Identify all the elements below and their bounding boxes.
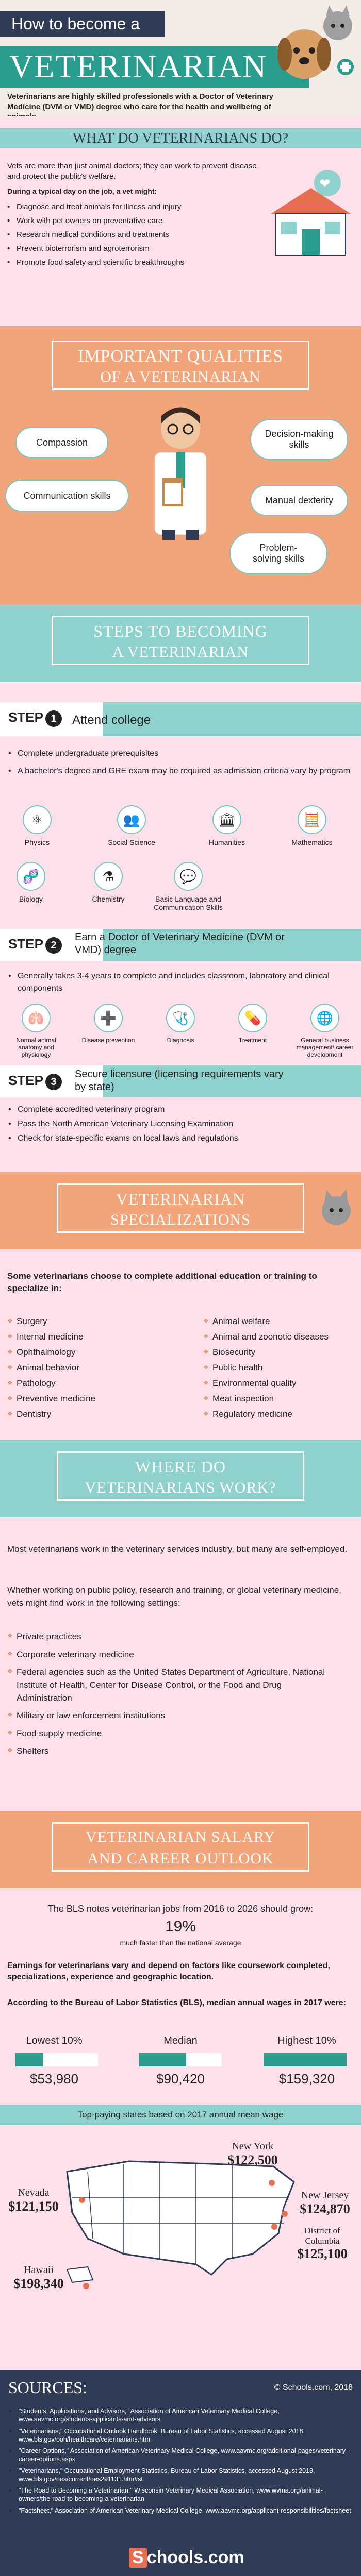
list-item: ❖ Federal agencies such as the United States Department of Agriculture, National Institute of Health, Center for Disease Control, or the Food and Drug Administration bbox=[5, 1666, 335, 1704]
list-item: ❖ Internal medicine bbox=[5, 1332, 180, 1342]
building-icon: 🏛 bbox=[212, 805, 241, 834]
top-paying-label: Top-paying states based on 2017 annual mean wage bbox=[77, 2110, 284, 2120]
what-typical: During a typical day on the job, a vet might: bbox=[7, 187, 157, 195]
list-item: • Prevent bioterrorism and agroterrorism bbox=[5, 244, 263, 253]
list-item: • Complete accredited veterinary program bbox=[6, 1105, 352, 1114]
list-item: • Work with pet owners on preventative care bbox=[5, 216, 263, 225]
what-section bbox=[0, 116, 361, 326]
dog-cat-illustration bbox=[268, 5, 356, 82]
step-3-list bbox=[6, 1100, 352, 1148]
atom-icon: ⚛ bbox=[23, 805, 52, 834]
list-item: • Promote food safety and scientific breakthroughs bbox=[5, 258, 263, 267]
list-item: ❖ Meat inspection bbox=[201, 1394, 356, 1404]
specializations-intro: Some veterinarians choose to complete additional education or training to specialize in: bbox=[7, 1271, 317, 1293]
sources-section bbox=[0, 2370, 361, 2576]
step-1-list bbox=[6, 742, 352, 783]
wage-lowest-value: $53,980 bbox=[30, 2071, 78, 2087]
quality-compassion: Compassion bbox=[15, 427, 108, 458]
subject-language: 💬 Basic Language and Communication Skills bbox=[150, 862, 227, 911]
growth-note: much faster than the national average bbox=[120, 1939, 241, 1947]
qualities-heading-1: IMPORTANT QUALITIES bbox=[78, 347, 283, 366]
where-p2: Whether working on public policy, research and training, or global veterinary medicine, vets might find work in the following settings: bbox=[7, 1585, 341, 1608]
list-item: ❖ Private practices bbox=[5, 1631, 335, 1643]
lungs-icon: 🫁 bbox=[22, 1004, 51, 1032]
sources-heading: SOURCES: bbox=[8, 2378, 87, 2397]
specializations-left-list bbox=[5, 1311, 180, 1425]
topic-disease-prevention: ➕ Disease prevention bbox=[77, 1004, 139, 1044]
growth-value: 19% bbox=[165, 1918, 196, 1935]
wage-median-label: Median bbox=[163, 2035, 198, 2046]
flask-icon: ⚗ bbox=[94, 862, 123, 891]
source-item: • "Students, Applications, and Advisors," Association of American Veterinary Medical College, www.aavmc.org/students-applicants-and-advisors bbox=[7, 2407, 353, 2424]
map-pin-icon bbox=[78, 2196, 86, 2204]
subject-physics: ⚛ Physics bbox=[6, 805, 68, 846]
wage-highest-value: $159,320 bbox=[278, 2071, 335, 2087]
header-intro: Veterinarians are highly skilled professionals with a Doctor of Veterinary Medicine (DVM or VMD) degree who care for the health and wellbeing of bbox=[7, 92, 274, 111]
subject-chemistry: ⚗ Chemistry bbox=[77, 862, 139, 903]
what-list bbox=[5, 197, 263, 272]
list-item: • Research medical conditions and treatments bbox=[5, 230, 263, 239]
stethoscope-icon: 🩺 bbox=[166, 1004, 195, 1032]
salary-section bbox=[0, 1888, 361, 2370]
quality-problem-solving: Problem-solving skills bbox=[229, 532, 327, 574]
step-3-title: Secure licensure (licensing requirements vary by state) bbox=[75, 1069, 284, 1093]
page-title: VETERINARIAN bbox=[0, 46, 309, 88]
salary-banner-section bbox=[0, 1811, 361, 1888]
salary-heading-2: AND CAREER OUTLOOK bbox=[87, 1850, 274, 1867]
steps-heading-1: STEPS TO BECOMING bbox=[93, 622, 268, 640]
us-map bbox=[57, 2151, 304, 2285]
source-item: • "Career Options," Association of American Veterinary Medical College, www.aavmc.org/additional-pages/veterinary-career-options.aspx bbox=[7, 2447, 353, 2464]
list-item: ❖ Regulatory medicine bbox=[201, 1409, 356, 1419]
what-intro: Vets are more than just animal doctors; they can work to prevent disease and protect the public's welfare. bbox=[7, 162, 257, 181]
dna-icon: 🧬 bbox=[17, 862, 45, 891]
list-item: ❖ Environmental quality bbox=[201, 1378, 356, 1388]
cat-illustration bbox=[317, 1188, 356, 1229]
state-new-jersey: New Jersey $124,870 bbox=[300, 2190, 350, 2216]
list-item: • A bachelor's degree and GRE exam may be required as admission criteria vary by program bbox=[6, 765, 352, 777]
wage-median-value: $90,420 bbox=[156, 2071, 205, 2087]
where-heading-1: WHERE DO bbox=[135, 1458, 226, 1476]
list-item: ❖ Corporate veterinary medicine bbox=[5, 1649, 335, 1662]
step-2-label: STEP 2 bbox=[8, 936, 62, 954]
list-item: ❖ Biosecurity bbox=[201, 1347, 356, 1358]
pill-icon: 💊 bbox=[238, 1004, 267, 1032]
schools-logo: S chools.com bbox=[129, 2548, 244, 2568]
list-item: ❖ Surgery bbox=[5, 1316, 180, 1327]
what-heading: WHAT DO VETERINARIANS DO? bbox=[72, 130, 289, 146]
step-3-label: STEP 3 bbox=[8, 1073, 62, 1090]
copyright: © Schools.com, 2018 bbox=[274, 2383, 353, 2392]
wage-median-fill bbox=[139, 2053, 186, 2066]
map-pin-icon bbox=[271, 2223, 278, 2230]
where-section bbox=[0, 1517, 361, 1811]
map-pin-icon bbox=[83, 2282, 90, 2290]
salary-heading-1: VETERINARIAN SALARY bbox=[85, 1828, 276, 1845]
list-item: ❖ Dentistry bbox=[5, 1409, 180, 1419]
step-2-number: 2 bbox=[45, 937, 62, 954]
map-pin-icon bbox=[281, 2210, 288, 2217]
step-1-title: Attend college bbox=[72, 713, 151, 727]
salary-bls: The BLS notes veterinarian jobs from 2016 to 2026 should grow: bbox=[47, 1904, 314, 1914]
wage-lowest-fill bbox=[15, 2053, 43, 2066]
where-p1: Most veterinarians work in the veterinary services industry, but many are self-employed. bbox=[7, 1544, 348, 1554]
where-banner-section bbox=[0, 1440, 361, 1517]
quality-manual-dexterity: Manual dexterity bbox=[250, 485, 348, 516]
list-item: • Pass the North American Veterinary Licensing Examination bbox=[6, 1120, 352, 1129]
state-new-york: New York $122,500 bbox=[227, 2141, 278, 2167]
source-item: • "Factsheet," Association of American Veterinary Medical College, www.aavmc.org/applicant-responsibilities/factsheet bbox=[7, 2506, 353, 2515]
map-pin-icon bbox=[268, 2179, 275, 2187]
calculator-icon: 🧮 bbox=[298, 805, 326, 834]
list-item: ❖ Ophthalmology bbox=[5, 1347, 180, 1358]
state-nevada: Nevada $121,150 bbox=[8, 2187, 59, 2214]
wage-lowest-label: Lowest 10% bbox=[26, 2035, 83, 2046]
speech-icon: 💬 bbox=[174, 862, 203, 891]
topic-anatomy: 🫁 Normal animal anatomy and physiology bbox=[5, 1004, 67, 1058]
salary-p1: Earnings for veterinarians vary and depend on factors like coursework completed, specializations, experience and geographic location. bbox=[7, 1961, 330, 1982]
step-1-label: STEP 1 bbox=[8, 709, 62, 727]
specializations-right-list bbox=[201, 1311, 356, 1425]
topic-business: 🌐 General business management/ career development bbox=[291, 1004, 358, 1058]
steps-banner-section bbox=[0, 604, 361, 682]
sources-list bbox=[7, 2404, 353, 2518]
steps-section bbox=[0, 682, 361, 1172]
header-how-to: How to become a bbox=[0, 11, 165, 37]
subject-mathematics: 🧮 Mathematics bbox=[281, 805, 343, 846]
list-item: • Generally takes 3-4 years to complete and includes classroom, laboratory and clinical components bbox=[6, 970, 352, 995]
list-item: ❖ Animal welfare bbox=[201, 1316, 356, 1327]
source-item: • "The Road to Becoming a Veterinarian," Wisconsin Veterinary Medical Association, www.wvma.org/animal-owners/the-road-to-becoming-a-veterinarian bbox=[7, 2486, 353, 2503]
topic-diagnosis: 🩺 Diagnosis bbox=[150, 1004, 211, 1044]
veterinarian-illustration bbox=[142, 401, 219, 540]
step-1-number: 1 bbox=[45, 710, 62, 727]
list-item: • Diagnose and treat animals for illness and injury bbox=[5, 202, 263, 211]
state-district-of-columbia: District of Columbia $125,100 bbox=[297, 2226, 348, 2261]
list-item: • Complete undergraduate prerequisites bbox=[6, 748, 352, 760]
step-3-number: 3 bbox=[45, 1074, 62, 1090]
list-item: ❖ Military or law enforcement institutions bbox=[5, 1709, 335, 1722]
step-2-title: Earn a Doctor of Veterinary Medicine (DVM or VMD) degree bbox=[75, 931, 285, 956]
quality-decision-making: Decision-making skills bbox=[250, 419, 348, 460]
medical-cross-icon: ➕ bbox=[94, 1004, 123, 1032]
qualities-section bbox=[0, 326, 361, 604]
qualities-heading-2: OF A VETERINARIAN bbox=[100, 368, 261, 385]
list-item: • Check for state-specific exams on local laws and regulations bbox=[6, 1134, 352, 1143]
people-icon: 👥 bbox=[117, 805, 146, 834]
logo-mark: S bbox=[129, 2548, 147, 2568]
list-item: ❖ Food supply medicine bbox=[5, 1727, 335, 1740]
list-item: ❖ Animal and zoonotic diseases bbox=[201, 1332, 356, 1342]
list-item: ❖ Shelters bbox=[5, 1745, 335, 1758]
vet-clinic-illustration bbox=[266, 167, 356, 260]
svg-text:❤: ❤ bbox=[319, 176, 331, 191]
steps-heading-2: A VETERINARIAN bbox=[112, 643, 249, 660]
topic-treatment: 💊 Treatment bbox=[222, 1004, 284, 1044]
subject-humanities: 🏛 Humanities bbox=[196, 805, 258, 846]
specializations-heading-1: VETERINARIAN bbox=[116, 1190, 245, 1208]
list-item: ❖ Pathology bbox=[5, 1378, 180, 1388]
salary-p2: According to the Bureau of Labor Statistics (BLS), median annual wages in 2017 were: bbox=[7, 1998, 347, 2007]
source-item: • "Veterinarians," Occupational Outlook Handbook, Bureau of Labor Statistics, accessed August 2018, www.bls.gov/ooh/healthcare/veterinarians.htm bbox=[7, 2427, 353, 2444]
wage-highest-fill bbox=[264, 2053, 347, 2066]
specializations-section bbox=[0, 1249, 361, 1440]
header-section bbox=[0, 0, 361, 116]
specializations-heading-2: SPECIALIZATIONS bbox=[110, 1211, 251, 1228]
specializations-banner-section bbox=[0, 1172, 361, 1249]
list-item: ❖ Public health bbox=[201, 1363, 356, 1373]
list-item: ❖ Preventive medicine bbox=[5, 1394, 180, 1404]
globe-icon: 🌐 bbox=[310, 1004, 339, 1032]
source-item: • "Veterinarians," Occupational Employment Statistics, Bureau of Labor Statistics, accessed August 2018, www.bls.gov/oes/current/oes291131.htm#st bbox=[7, 2467, 353, 2484]
quality-communication: Communication skills bbox=[5, 480, 129, 512]
subject-biology: 🧬 Biology bbox=[0, 862, 62, 903]
where-heading-2: VETERINARIANS WORK? bbox=[85, 1479, 276, 1496]
wage-highest-label: Highest 10% bbox=[277, 2035, 336, 2046]
where-list bbox=[5, 1625, 335, 1763]
step-2-list bbox=[6, 965, 352, 1000]
subject-social-science: 👥 Social Science bbox=[101, 805, 162, 846]
state-hawaii: Hawaii $198,340 bbox=[13, 2264, 64, 2291]
list-item: ❖ Animal behavior bbox=[5, 1363, 180, 1373]
